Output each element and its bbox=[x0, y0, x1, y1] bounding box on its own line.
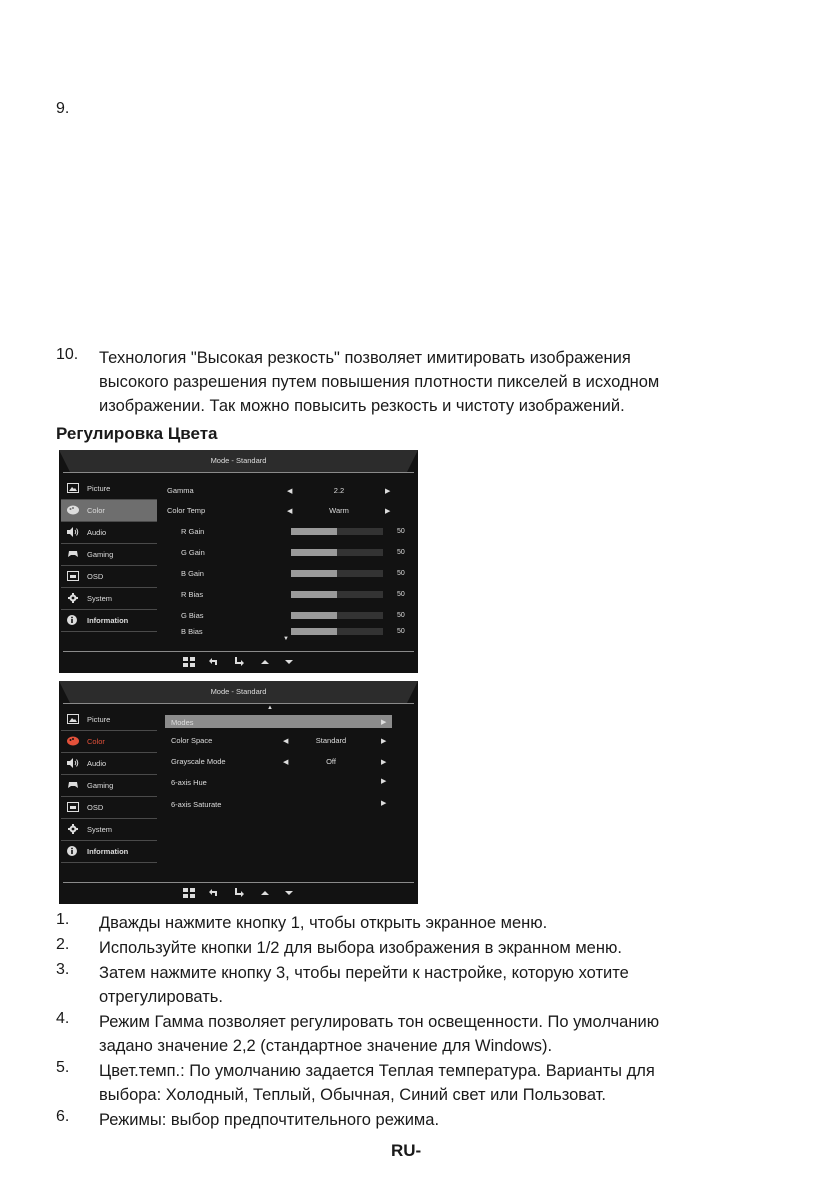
slider-fill bbox=[291, 628, 337, 635]
osd-menu-item-osd[interactable] bbox=[61, 566, 157, 588]
osd-menu-label: Audio bbox=[87, 759, 107, 768]
step-line: Дважды нажмите кнопку 1, чтобы открыть экранное меню. bbox=[99, 914, 548, 932]
osd-menu-item-information[interactable] bbox=[61, 610, 157, 632]
color-palette-icon bbox=[67, 505, 79, 515]
slider-label: B Bias bbox=[181, 627, 203, 636]
color-space-label: Color Space bbox=[171, 736, 213, 745]
enter-icon[interactable] bbox=[233, 888, 245, 898]
gamepad-icon bbox=[67, 549, 79, 559]
osd-divider bbox=[63, 703, 414, 704]
gamepad-icon bbox=[67, 780, 79, 790]
step-number: 6. bbox=[56, 1108, 70, 1125]
item-10-line: Технология "Высокая резкость" позволяет имитировать изображения bbox=[99, 349, 631, 367]
grayscale-right-arrow[interactable]: ▶ bbox=[381, 759, 387, 766]
slider-label: R Bias bbox=[181, 590, 204, 599]
gamma-label: Gamma bbox=[167, 486, 194, 495]
color-space-right-arrow[interactable]: ▶ bbox=[381, 738, 387, 745]
osd-menu bbox=[61, 478, 157, 632]
menu-grid-icon[interactable] bbox=[183, 888, 195, 898]
slider-value: 50 bbox=[397, 628, 405, 635]
six-axis-saturate-label[interactable]: 6-axis Saturate bbox=[171, 800, 222, 809]
slider-value: 50 bbox=[397, 612, 405, 619]
osd-menu-label: System bbox=[87, 825, 113, 834]
slider-value: 50 bbox=[397, 528, 405, 535]
step-text bbox=[99, 961, 629, 1009]
slider-label: B Gain bbox=[181, 569, 204, 578]
slider-track[interactable] bbox=[291, 570, 383, 577]
slider-label: R Gain bbox=[181, 527, 205, 536]
osd-title: Mode - Standard bbox=[210, 456, 267, 465]
osd-screenshot-color-2 bbox=[59, 681, 418, 904]
osd-menu-label: Information bbox=[87, 847, 129, 856]
osd-menu-label: OSD bbox=[87, 572, 104, 581]
osd-menu-item-osd[interactable] bbox=[61, 797, 157, 819]
slider-track[interactable] bbox=[291, 591, 383, 598]
step-line: Используйте кнопки 1/2 для выбора изображения в экранном меню. bbox=[99, 939, 622, 957]
scroll-down-arrow[interactable]: ▼ bbox=[283, 636, 289, 642]
back-icon[interactable] bbox=[207, 888, 219, 898]
osd-menu-item-color[interactable] bbox=[61, 731, 157, 753]
down-icon[interactable] bbox=[283, 657, 295, 667]
osd-menu-label: Gaming bbox=[87, 781, 114, 790]
enter-icon[interactable] bbox=[233, 657, 245, 667]
gear-icon bbox=[67, 593, 79, 603]
osd-menu-item-picture[interactable] bbox=[61, 709, 157, 731]
osd-menu-label: Picture bbox=[87, 715, 111, 724]
osd-menu-item-system[interactable] bbox=[61, 588, 157, 610]
item-10-text bbox=[99, 346, 659, 418]
slider-track[interactable] bbox=[291, 612, 383, 619]
step-text bbox=[99, 911, 547, 935]
speaker-icon bbox=[67, 758, 79, 768]
up-icon[interactable] bbox=[259, 657, 271, 667]
osd-menu bbox=[61, 709, 157, 863]
page-footer: RU- bbox=[391, 1141, 422, 1160]
slider-track[interactable] bbox=[291, 528, 383, 535]
six-axis-hue-label[interactable]: 6-axis Hue bbox=[171, 778, 207, 787]
scroll-up-arrow[interactable]: ▲ bbox=[267, 705, 273, 711]
osd-bottom-divider bbox=[63, 882, 414, 883]
color-space-value: Standard bbox=[315, 736, 347, 745]
osd-menu-label: OSD bbox=[87, 803, 104, 812]
osd-icon bbox=[67, 802, 79, 812]
info-icon bbox=[67, 615, 79, 625]
osd-bottom-bar bbox=[59, 884, 418, 904]
slider-fill bbox=[291, 591, 337, 598]
osd-menu-item-gaming[interactable] bbox=[61, 775, 157, 797]
slider-value: 50 bbox=[397, 591, 405, 598]
osd-menu-item-color[interactable] bbox=[61, 500, 157, 522]
step-number: 2. bbox=[56, 936, 70, 953]
step-text bbox=[99, 1108, 439, 1132]
step-line: Режим Гамма позволяет регулировать тон освещенности. По умолчанию bbox=[99, 1013, 660, 1031]
osd-menu-item-audio[interactable] bbox=[61, 753, 157, 775]
osd-menu-item-information[interactable] bbox=[61, 841, 157, 863]
osd-menu-item-gaming[interactable] bbox=[61, 544, 157, 566]
grayscale-value: Off bbox=[326, 757, 336, 766]
color-temp-value: Warm bbox=[329, 506, 349, 515]
slider-value: 50 bbox=[397, 549, 405, 556]
osd-menu-item-audio[interactable] bbox=[61, 522, 157, 544]
picture-icon bbox=[67, 483, 79, 493]
info-icon bbox=[67, 846, 79, 856]
osd-bottom-divider bbox=[63, 651, 414, 652]
osd-screenshot-color-1 bbox=[59, 450, 418, 673]
slider-track[interactable] bbox=[291, 549, 383, 556]
gamma-value: 2.2 bbox=[333, 486, 345, 495]
osd-menu-label: Information bbox=[87, 616, 129, 625]
up-icon[interactable] bbox=[259, 888, 271, 898]
color-temp-label: Color Temp bbox=[167, 506, 206, 515]
slider-fill bbox=[291, 570, 337, 577]
gamma-left-arrow[interactable]: ◀ bbox=[287, 488, 293, 495]
menu-grid-icon[interactable] bbox=[183, 657, 195, 667]
step-line: Режимы: выбор предпочтительного режима. bbox=[99, 1111, 440, 1129]
osd-divider bbox=[63, 472, 414, 473]
step-number: 3. bbox=[56, 961, 70, 978]
item-10-line: изображении. Так можно повысить резкость и чистоту изображений. bbox=[99, 397, 625, 415]
osd-menu-label: Color bbox=[87, 737, 105, 746]
osd-menu-label: Audio bbox=[87, 528, 107, 537]
osd-bottom-bar bbox=[59, 653, 418, 673]
color-temp-right-arrow[interactable]: ▶ bbox=[385, 508, 391, 515]
slider-track[interactable] bbox=[291, 628, 383, 635]
down-icon[interactable] bbox=[283, 888, 295, 898]
back-icon[interactable] bbox=[207, 657, 219, 667]
step-text bbox=[99, 1010, 659, 1058]
step-number: 4. bbox=[56, 1010, 70, 1027]
osd-menu-label: Gaming bbox=[87, 550, 114, 559]
gear-icon bbox=[67, 824, 79, 834]
modes-highlight bbox=[165, 715, 392, 728]
osd-title: Mode - Standard bbox=[210, 687, 267, 696]
step-text bbox=[99, 936, 622, 960]
osd-menu-item-picture[interactable] bbox=[61, 478, 157, 500]
step-line: выбора: Холодный, Теплый, Обычная, Синий свет или Пользоват. bbox=[99, 1086, 606, 1104]
grayscale-mode-label: Grayscale Mode bbox=[171, 757, 226, 766]
step-text bbox=[99, 1059, 655, 1107]
osd-menu-label: Color bbox=[87, 506, 105, 515]
slider-fill bbox=[291, 528, 337, 535]
gamma-right-arrow[interactable]: ▶ bbox=[385, 488, 391, 495]
osd-menu-label: Picture bbox=[87, 484, 111, 493]
step-line: Затем нажмите кнопку 3, чтобы перейти к настройке, которую хотите bbox=[99, 964, 629, 982]
modes-right-arrow[interactable]: ▶ bbox=[381, 719, 387, 726]
osd-icon bbox=[67, 571, 79, 581]
color-space-left-arrow[interactable]: ◀ bbox=[283, 738, 289, 745]
slider-value: 50 bbox=[397, 570, 405, 577]
slider-label: G Gain bbox=[181, 548, 205, 557]
picture-icon bbox=[67, 714, 79, 724]
modes-label[interactable]: Modes bbox=[171, 718, 194, 727]
step-number: 5. bbox=[56, 1059, 70, 1076]
section-heading: Регулировка Цвета bbox=[56, 424, 218, 443]
slider-fill bbox=[291, 549, 337, 556]
item-9-number: 9. bbox=[56, 100, 70, 117]
six-axis-hue-right-arrow[interactable]: ▶ bbox=[381, 778, 387, 785]
item-10-number: 10. bbox=[56, 346, 79, 363]
color-temp-left-arrow[interactable]: ◀ bbox=[287, 508, 293, 515]
step-number: 1. bbox=[56, 911, 70, 928]
slider-label: G Bias bbox=[181, 611, 204, 620]
step-line: Цвет.темп.: По умолчанию задается Теплая температура. Варианты для bbox=[99, 1062, 655, 1080]
step-line: задано значение 2,2 (стандартное значение для Windows). bbox=[99, 1037, 553, 1055]
item-10-line: высокого разрешения путем повышения плотности пикселей в исходном bbox=[99, 373, 660, 391]
speaker-icon bbox=[67, 527, 79, 537]
osd-menu-label: System bbox=[87, 594, 113, 603]
osd-menu-item-system[interactable] bbox=[61, 819, 157, 841]
six-axis-saturate-right-arrow[interactable]: ▶ bbox=[381, 800, 387, 807]
color-palette-icon bbox=[67, 736, 79, 746]
step-line: отрегулировать. bbox=[99, 988, 223, 1006]
slider-fill bbox=[291, 612, 337, 619]
grayscale-left-arrow[interactable]: ◀ bbox=[283, 759, 289, 766]
